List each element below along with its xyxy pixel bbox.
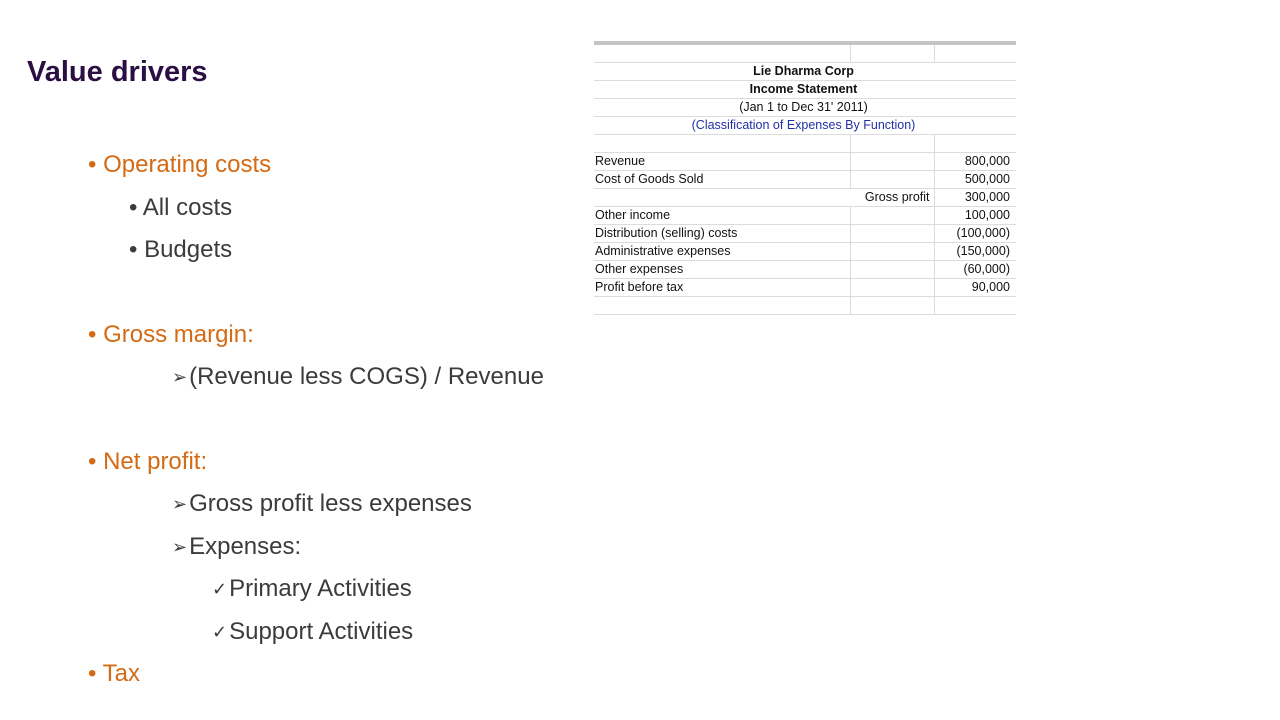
row-label: Revenue [594, 153, 850, 171]
bullet-all-costs: • All costs [129, 194, 233, 221]
statement-row [594, 171, 1016, 189]
statement-classification: (Classification of Expenses By Function) [594, 117, 1016, 135]
bullet-label: Gross margin: [103, 321, 254, 348]
arrow-bullet-icon: ➢ [172, 537, 188, 557]
check-label: Primary Activities [229, 575, 412, 602]
slide-title: Value drivers [27, 56, 208, 88]
row-label: Cost of Goods Sold [594, 171, 850, 189]
statement-row [594, 225, 1016, 243]
bullet-label: Tax [102, 660, 140, 687]
statement-row [594, 207, 1016, 225]
row-label: Profit before tax [594, 279, 850, 297]
bullet-label: All costs [142, 194, 233, 221]
company-name: Lie Dharma Corp [594, 63, 1016, 81]
bullet-budgets: • Budgets [129, 236, 233, 263]
row-value: (150,000) [934, 243, 1016, 261]
check-support-activities [212, 617, 413, 648]
row-value: 500,000 [934, 171, 1016, 189]
subpoint-expenses [172, 532, 301, 563]
row-label: Other expenses [594, 261, 850, 279]
row-value: 300,000 [934, 189, 1016, 207]
subpoint-gross-profit-less-expenses [172, 489, 472, 520]
row-label: Distribution (selling) costs [594, 225, 850, 243]
row-value: 100,000 [934, 207, 1016, 225]
row-value: 90,000 [934, 279, 1016, 297]
row-label: Other income [594, 207, 850, 225]
row-label: Administrative expenses [594, 243, 850, 261]
statement-title: Income Statement [594, 81, 1016, 99]
bullet-net-profit: • Net profit: [88, 448, 208, 475]
bullet-label: Operating costs [103, 151, 272, 178]
statement-row [594, 243, 1016, 261]
check-label: Support Activities [229, 618, 414, 645]
check-primary-activities [212, 574, 412, 605]
bullet-label: Net profit: [103, 448, 208, 475]
row-value: 800,000 [934, 153, 1016, 171]
row-value: (60,000) [934, 261, 1016, 279]
statement-row [594, 153, 1016, 171]
bullet-operating-costs: • Operating costs [88, 151, 272, 178]
check-icon: ✓ [212, 579, 228, 599]
row-label: Gross profit [594, 189, 934, 207]
check-icon: ✓ [212, 622, 228, 642]
row-value: (100,000) [934, 225, 1016, 243]
bullet-tax: • Tax [88, 660, 140, 687]
statement-row [594, 189, 1016, 207]
subpoint-label: (Revenue less COGS) / Revenue [189, 363, 544, 390]
subpoint-label: Expenses: [189, 533, 302, 560]
bullet-label: Budgets [144, 236, 233, 263]
bullet-gross-margin: • Gross margin: [88, 321, 254, 348]
statement-row [594, 261, 1016, 279]
income-statement-table [594, 41, 1016, 318]
statement-row [594, 279, 1016, 297]
arrow-bullet-icon: ➢ [172, 367, 188, 387]
subpoint-label: Gross profit less expenses [189, 490, 472, 517]
statement-period: (Jan 1 to Dec 31' 2011) [594, 99, 1016, 117]
subpoint-gross-margin-formula [172, 362, 544, 393]
arrow-bullet-icon: ➢ [172, 494, 188, 514]
